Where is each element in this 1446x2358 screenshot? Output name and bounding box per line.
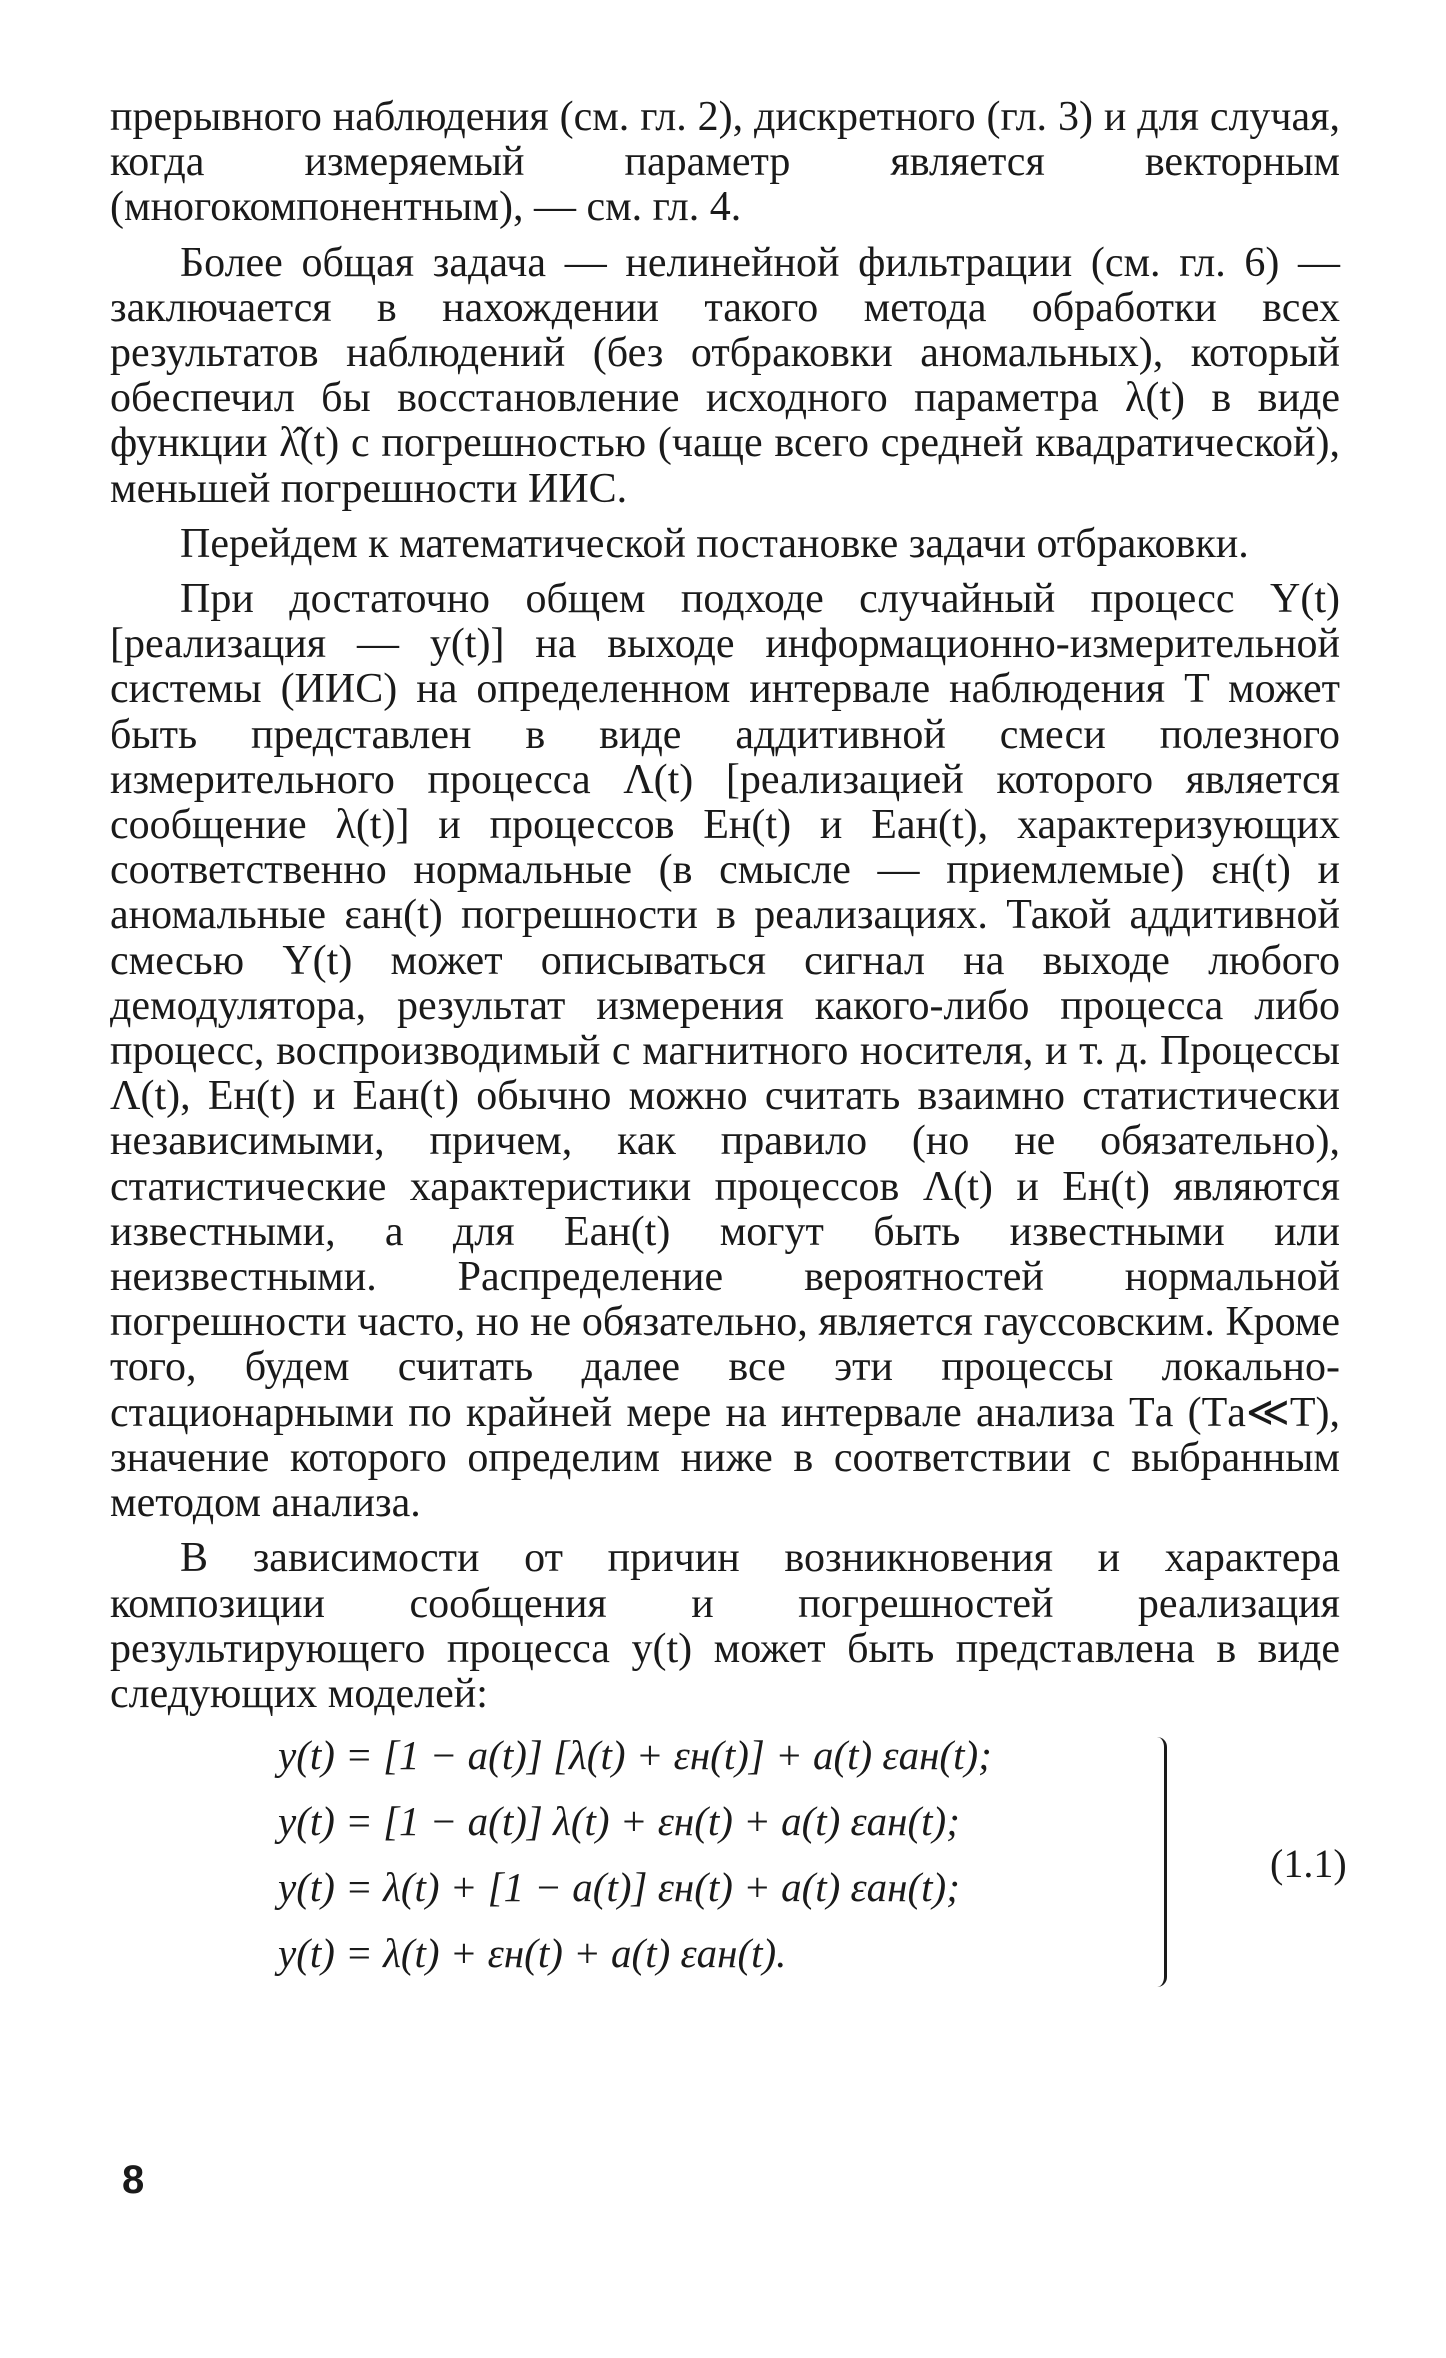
equation-3: y(t) = λ(t) + [1 − a(t)] εн(t) + a(t) εан(t); [278,1864,960,1911]
equation-4: y(t) = λ(t) + εн(t) + a(t) εан(t). [278,1930,787,1977]
right-brace [1146,1737,1167,1987]
equation-1: y(t) = [1 − a(t)] [λ(t) + εн(t)] + a(t) εан(t); [278,1732,992,1779]
paragraph-2: Более общая задача — нелинейной фильтрации (см. гл. 6) — заключается в нахождении такого метода обработки всех результатов наблюдений (без отбраковки аномальных), который обеспечил бы восстановление исходного параметра λ(t) в виде функции λ̂(t) с погрешностью (чаще всего средней квадратической), меньшей погрешности ИИС. [110,239,1340,512]
paragraph-4: При достаточно общем подходе случайный процесс Y(t) [реализация — y(t)] на выходе информационно-измерительной системы (ИИС) на определенном интервале наблюдения T может быть представлен в виде аддитивной смеси полезного измерительного процесса Λ(t) [реализацией которого является сообщение λ(t)] и процессов Eн(t) и Eан(t), характеризующих соответственно нормальные (в смысле — приемлемые) εн(t) и аномальные εан(t) погрешности в реализациях. Такой аддитивной смесью Y(t) может описываться сигнал на выходе любого демодулятора, результат измерения какого-либо процесса либо процесс, воспроизводимый с магнитного носителя, и т. д. Процессы Λ(t), Eн(t) и Eан(t) обычно можно считать взаимно статистически независимыми, причем, как правило (но не обязательно), статистические характеристики процессов Λ(t) и Eн(t) являются известными, а для Eан(t) могут быть известными или неизвестными. Распределение вероятностей нормальной погрешности часто, но не обязательно, является гауссовским. Кроме того, будем считать далее все эти процессы локально-стационарными по крайней мере на интервале анализа Tа (Tа≪T), значение которого определим ниже в соответствии с выбранным методом анализа. [110,576,1340,1527]
equation-system [110,1729,1347,2029]
page-body [110,94,1347,2029]
equation-number: (1.1) [1270,1841,1347,1887]
paragraph-5: В зависимости от причин возникновения и характера композиции сообщения и погрешностей реализация результирующего процесса y(t) может быть представлена в виде следующих моделей: [110,1535,1340,1717]
paragraph-1: прерывного наблюдения (см. гл. 2), дискретного (гл. 3) и для случая, когда измеряемый параметр является векторным (многокомпонентным), — см. гл. 4. [110,94,1340,231]
equation-2: y(t) = [1 − a(t)] λ(t) + εн(t) + a(t) εан(t); [278,1798,960,1845]
page-number: 8 [122,2158,145,2202]
paragraph-3: Перейдем к математической постановке задачи отбраковки. [180,520,1249,567]
